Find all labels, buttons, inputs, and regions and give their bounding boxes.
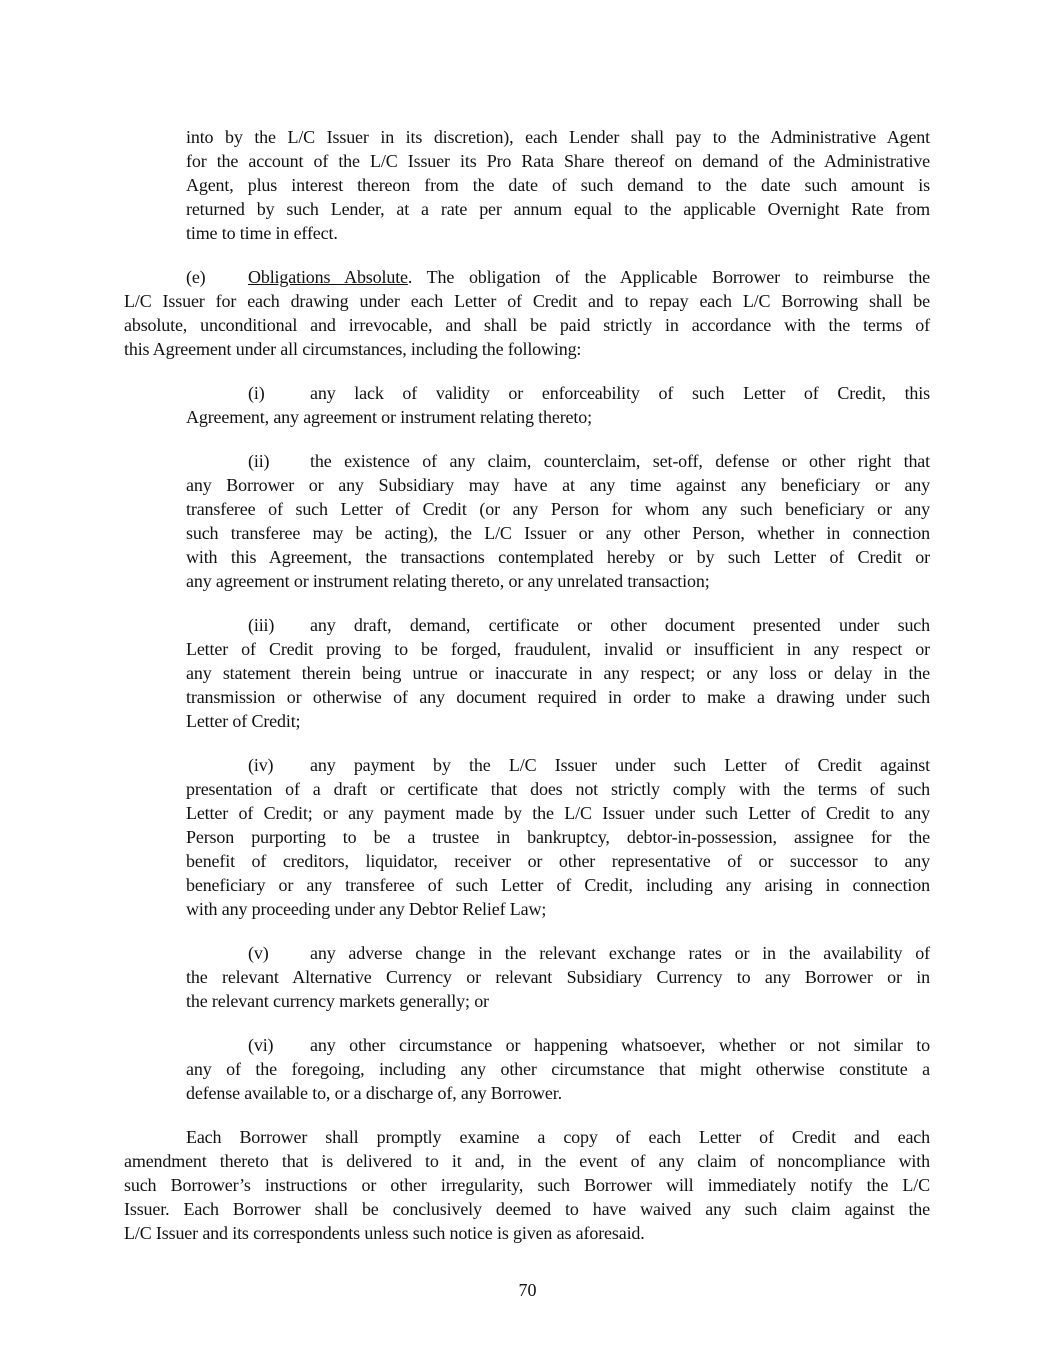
paragraph-line [186,613,930,637]
paragraph-line: defense available to, or a discharge of, any Borrower. [186,1083,562,1103]
paragraph-line: amendment thereto that is delivered to it and, in the event of any claim of noncompliance with [124,1151,930,1171]
paragraph-line: any Borrower or any Subsidiary may have at any time against any beneficiary or any [186,475,930,495]
line-text: the existence of any claim, counterclaim, set-off, defense or other right that [310,451,930,471]
paragraph-line: benefit of creditors, liquidator, receiver or other representative of or successor to any [186,851,930,871]
paragraph-line: with this Agreement, the transactions contemplated hereby or by such Letter of Credit or [186,547,930,567]
line-text: any adverse change in the relevant exchange rates or in the availability of [310,943,930,963]
paragraph-line: L/C Issuer for each drawing under each Letter of Credit and to repay each L/C Borrowing shall be [124,291,930,311]
paragraph [124,1125,930,1245]
paragraph-line: Agreement, any agreement or instrument relating thereto; [186,407,592,427]
paragraph-line [186,449,930,473]
item-label: (iii) [248,615,275,635]
item-label: (iv) [248,755,274,775]
paragraph-line: Letter of Credit proving to be forged, fraudulent, invalid or insufficient in any respect or [186,639,930,659]
paragraph-line: returned by such Lender, at a rate per annum equal to the applicable Overnight Rate from [186,199,930,219]
paragraph-line: presentation of a draft or certificate that does not strictly comply with the terms of such [186,779,930,799]
section-heading: Obligations Absolute [248,267,408,287]
paragraph-line: such Borrower’s instructions or other irregularity, such Borrower will immediately notify the L/C [124,1175,930,1195]
paragraph-line: any agreement or instrument relating thereto, or any unrelated transaction; [186,571,710,591]
document-body [124,125,930,1265]
line-text: any payment by the L/C Issuer under such Letter of Credit against [310,755,930,775]
paragraph [124,381,930,429]
section-label: (e) [186,267,206,287]
paragraph-line: the relevant Alternative Currency or relevant Subsidiary Currency to any Borrower or in [186,967,930,987]
paragraph-line: beneficiary or any transferee of such Letter of Credit, including any arising in connection [186,875,930,895]
paragraph-line: the relevant currency markets generally; or [186,991,489,1011]
paragraph [124,941,930,1013]
paragraph-line: Issuer. Each Borrower shall be conclusively deemed to have waived any such claim against the [124,1199,930,1219]
line-text: . The obligation of the Applicable Borrower to reimburse the [407,267,931,287]
paragraph-line: with any proceeding under any Debtor Relief Law; [186,899,547,919]
item-label: (vi) [248,1035,274,1055]
paragraph-line [186,381,930,405]
line-text: any draft, demand, certificate or other document presented under such [310,615,930,635]
paragraph-line [186,1033,930,1057]
paragraph-line: time to time in effect. [186,223,338,243]
paragraph [124,753,930,921]
item-label: (v) [248,943,269,963]
item-label: (i) [248,383,265,403]
paragraph-line [124,265,930,289]
paragraph [124,449,930,593]
paragraph-line: Agent, plus interest thereon from the date of such demand to the date such amount is [186,175,930,195]
line-text: any lack of validity or enforceability of such Letter of Credit, this [310,383,930,403]
paragraph-line: L/C Issuer and its correspondents unless such notice is given as aforesaid. [124,1223,645,1243]
paragraph-line [186,941,930,965]
paragraph [124,265,930,361]
paragraph [124,1033,930,1105]
paragraph-line: such transferee may be acting), the L/C Issuer or any other Person, whether in connection [186,523,930,543]
item-label: (ii) [248,451,270,471]
paragraph-line: any of the foregoing, including any other circumstance that might otherwise constitute a [186,1059,930,1079]
paragraph-line: any statement therein being untrue or inaccurate in any respect; or any loss or delay in the [186,663,930,683]
paragraph [124,613,930,733]
paragraph-line: for the account of the L/C Issuer its Pro Rata Share thereof on demand of the Administrative [186,151,930,171]
paragraph-line [186,753,930,777]
paragraph [124,125,930,245]
line-text: any other circumstance or happening whatsoever, whether or not similar to [310,1035,930,1055]
paragraph-line: transferee of such Letter of Credit (or any Person for whom any such beneficiary or any [186,499,930,519]
paragraph-line: Letter of Credit; or any payment made by the L/C Issuer under such Letter of Credit to any [186,803,930,823]
paragraph-line: absolute, unconditional and irrevocable, and shall be paid strictly in accordance with the terms of [124,315,930,335]
paragraph-line: Each Borrower shall promptly examine a copy of each Letter of Credit and each [186,1127,930,1147]
paragraph-line: Letter of Credit; [186,711,301,731]
page-number: 70 [518,1280,537,1300]
paragraph-line: this Agreement under all circumstances, including the following: [124,339,582,359]
paragraph-line: into by the L/C Issuer in its discretion), each Lender shall pay to the Administrative Agent [186,127,930,147]
paragraph-line: transmission or otherwise of any document required in order to make a drawing under such [186,687,930,707]
paragraph-line: Person purporting to be a trustee in bankruptcy, debtor-in-possession, assignee for the [186,827,930,847]
